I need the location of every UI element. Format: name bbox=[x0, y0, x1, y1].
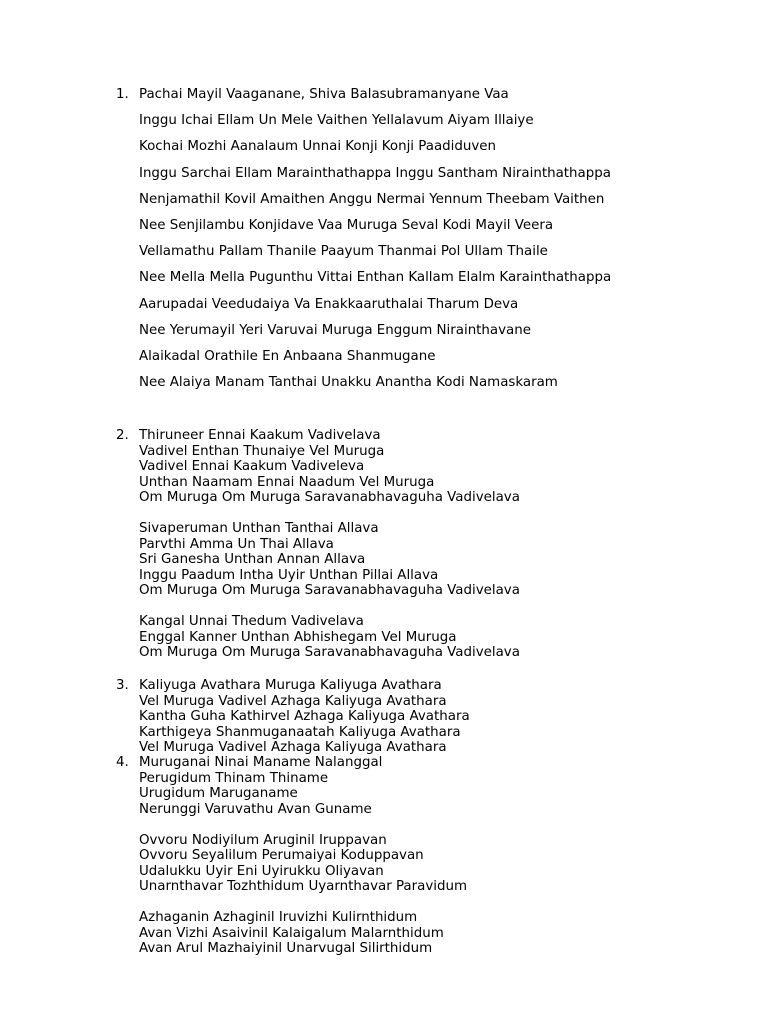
item-number: 1. bbox=[116, 87, 129, 102]
lyric-line: Inggu Sarchai Ellam Marainthathappa Inggu Santham Nirainthathappa bbox=[139, 165, 611, 181]
lyric-line: Urugidum Maruganame bbox=[139, 786, 298, 801]
lyric-line: Aarupadai Veedudaiya Va Enakkaaruthalai Tharum Deva bbox=[139, 296, 519, 312]
lyric-line: Vellamathu Pallam Thanile Paayum Thanmai Pol Ullam Thaile bbox=[139, 244, 548, 260]
lyric-line: Kangal Unnai Thedum Vadivelava bbox=[139, 614, 364, 629]
lyric-line: Karthigeya Shanmuganaatah Kaliyuga Avathara bbox=[139, 724, 461, 740]
item-number: 3. bbox=[116, 678, 129, 693]
stanza-gap bbox=[139, 895, 467, 911]
lyric-line: Vadivel Enthan Thunaiye Vel Muruga bbox=[139, 443, 385, 459]
stanza-gap bbox=[139, 599, 520, 615]
lyric-line: Muruganai Ninai Maname Nalanggal bbox=[139, 755, 383, 770]
lyric-line: Avan Vizhi Asaivinil Kalaigalum Malarnthidum bbox=[139, 925, 444, 941]
lyric-line: Nerunggi Varuvathu Avan Guname bbox=[139, 801, 372, 817]
lyric-line: Pachai Mayil Vaaganane, Shiva Balasubramanyane Vaa bbox=[139, 87, 509, 102]
lyric-line: Inggu Paadum Intha Uyir Unthan Pillai Allava bbox=[139, 567, 439, 583]
lyric-line: Unthan Naamam Ennai Naadum Vel Muruga bbox=[139, 474, 435, 490]
lyric-line: Perugidum Thinam Thiname bbox=[139, 770, 329, 786]
lyric-line: Om Muruga Om Muruga Saravanabhavaguha Vadivelava bbox=[139, 645, 520, 660]
lyric-line: Vel Muruga Vadivel Azhaga Kaliyuga Avathara bbox=[139, 740, 447, 755]
lyric-line: Kochai Mozhi Aanalaum Unnai Konji Konji Paadiduven bbox=[139, 139, 497, 155]
lyric-line: Thiruneer Ennai Kaakum Vadivelava bbox=[139, 428, 381, 443]
lyrics-block bbox=[139, 86, 611, 400]
lyric-line: Inggu Ichai Ellam Un Mele Vaithen Yellalavum Aiyam Illaiye bbox=[139, 113, 534, 129]
lyric-line: Avan Arul Mazhaiyinil Unarvugal Silirthidum bbox=[139, 941, 433, 956]
lyric-line: Kantha Guha Kathirvel Azhaga Kaliyuga Avathara bbox=[139, 709, 470, 724]
lyric-line: Nee Alaiya Manam Tanthai Unakku Anantha Kodi Namaskaram bbox=[139, 375, 558, 391]
lyric-line: Om Muruga Om Muruga Saravanabhavaguha Vadivelava bbox=[139, 490, 520, 505]
lyric-line: Udalukku Uyir Eni Uyirukku Oliyavan bbox=[139, 863, 384, 879]
lyrics-block bbox=[139, 678, 470, 756]
item-number: 2. bbox=[116, 428, 129, 443]
lyric-line: Sivaperuman Unthan Tanthai Allava bbox=[139, 521, 379, 536]
lyrics-block bbox=[139, 428, 520, 661]
lyric-line: Parvthi Amma Un Thai Allava bbox=[139, 536, 334, 552]
lyric-line: Azhaganin Azhaginil Iruvizhi Kulirnthidum bbox=[139, 910, 418, 925]
lyric-line: Enggal Kanner Unthan Abhishegam Vel Muruga bbox=[139, 629, 457, 645]
stanza-gap bbox=[139, 817, 467, 833]
lyric-line: Ovvoru Nodiyilum Aruginil Iruppavan bbox=[139, 832, 387, 848]
lyric-line: Alaikadal Orathile En Anbaana Shanmugane bbox=[139, 348, 436, 364]
lyric-line: Kaliyuga Avathara Muruga Kaliyuga Avathara bbox=[139, 678, 442, 693]
stanza-gap bbox=[139, 506, 520, 522]
lyric-line: Nee Yerumayil Yeri Varuvai Muruga Enggum Nirainthavane bbox=[139, 322, 531, 338]
lyric-line: Nenjamathil Kovil Amaithen Anggu Nermai Yennum Theebam Vaithen bbox=[139, 191, 605, 207]
item-number: 4. bbox=[116, 755, 129, 770]
lyric-line: Sri Ganesha Unthan Annan Allava bbox=[139, 552, 366, 567]
lyric-line: Om Muruga Om Muruga Saravanabhavaguha Vadivelava bbox=[139, 583, 520, 598]
lyric-line: Nee Mella Mella Pugunthu Vittai Enthan Kallam Elalm Karainthathappa bbox=[139, 270, 612, 286]
lyric-line: Vel Muruga Vadivel Azhaga Kaliyuga Avathara bbox=[139, 693, 447, 709]
lyric-line: Unarnthavar Tozhthidum Uyarnthavar Paravidum bbox=[139, 879, 468, 894]
lyrics-block bbox=[139, 755, 467, 957]
lyric-line: Nee Senjilambu Konjidave Vaa Muruga Seval Kodi Mayil Veera bbox=[139, 217, 554, 233]
lyric-line: Ovvoru Seyalilum Perumaiyai Koduppavan bbox=[139, 848, 424, 863]
lyric-line: Vadivel Ennai Kaakum Vadiveleva bbox=[139, 459, 365, 474]
